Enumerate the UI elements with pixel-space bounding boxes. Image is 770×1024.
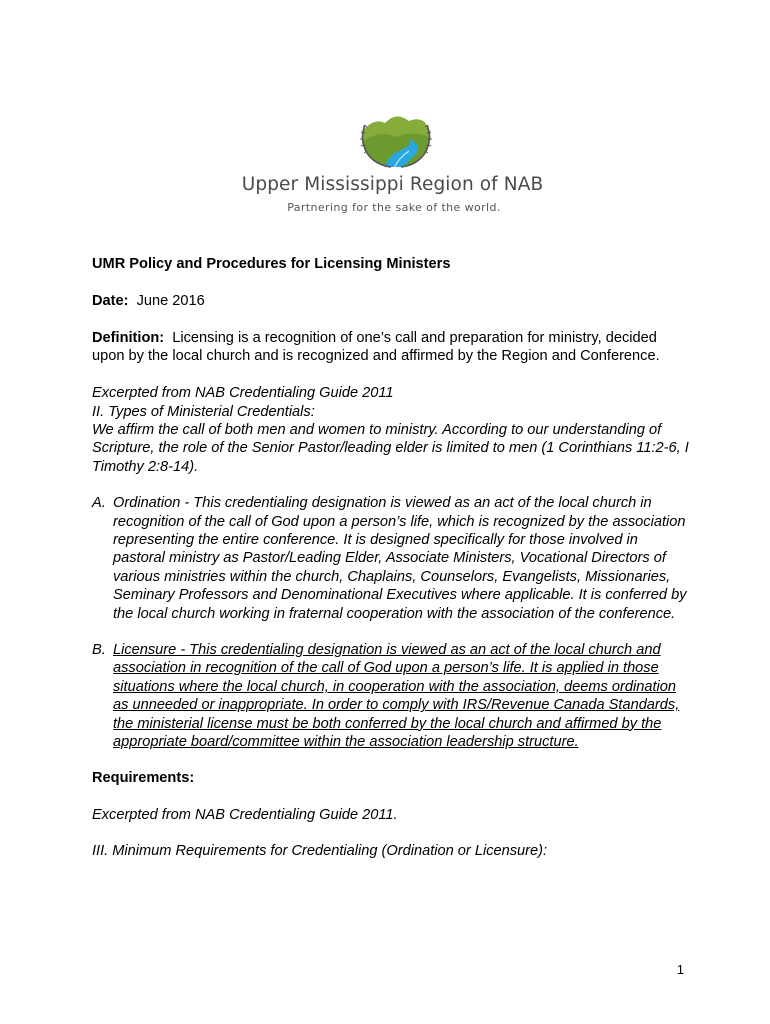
list-marker: A.	[92, 495, 106, 512]
org-tagline: Partnering for the sake of the world.	[287, 201, 501, 214]
definition-label: Definition:	[92, 329, 165, 346]
excerpt-source-2: Excerpted from NAB Credentialing Guide 2011.	[92, 806, 398, 823]
org-name: Upper Mississippi Region of NAB	[241, 174, 544, 195]
document-title: UMR Policy and Procedures for Licensing Ministers	[92, 256, 451, 272]
list-item-ordination	[92, 494, 692, 623]
section-heading: II. Types of Ministerial Credentials:	[92, 403, 315, 420]
list-item-text: Ordination - This credentialing designation is viewed as an act of the local church in recognition of the call of God upon a person’s life, which is recognized by the association representing the entire conference. It is designed specifically for those involved in pastoral ministry as Pastor/Leading Elder, Associate Ministers, Vocational Directors of various ministries within the church, Chaplains, Counselors, Evangelists, Missionaries, Seminary Professors and Denominational Executives where applicable. It is conferred by the local church working in fraternal cooperation with the association of the conference.	[113, 495, 687, 622]
document-body	[92, 255, 692, 861]
page-number: 1	[676, 962, 684, 977]
date-line	[92, 292, 692, 310]
affirmation-text: We affirm the call of both men and women to ministry. According to our understanding of Scripture, the role of the Senior Pastor/leading elder is limited to men (1 Corinthians 11:2-6, I Timothy 2:8-14).	[92, 421, 689, 475]
list-item-licensure	[92, 641, 692, 751]
list-marker: B.	[92, 642, 106, 658]
definition-paragraph	[92, 329, 692, 366]
definition-text: Licensing is a recognition of one’s call and preparation for ministry, decided upon by the local church and is recognized and affirmed by the Region and Conference.	[92, 329, 660, 365]
section-heading-3: III. Minimum Requirements for Credentialing (Ordination or Licensure):	[92, 843, 548, 860]
region-logo	[353, 103, 439, 171]
date-value: June 2016	[136, 292, 205, 309]
list-item-text: Licensure - This credentialing designation is viewed as an act of the local church and association in recognition of the call of God upon a person’s life. It is applied in those situations where the local church, in cooperation with the association, deems ordination as unneeded or inappropriate. In order to comply with IRS/Revenue Canada Standards, the ministerial license must be both conferred by the local church and affirmed by the appropriate board/committee within the association leadership structure.	[113, 642, 680, 751]
excerpt-source: Excerpted from NAB Credentialing Guide 2011	[92, 385, 394, 402]
date-label: Date:	[92, 292, 129, 309]
requirements-heading: Requirements:	[92, 770, 195, 787]
